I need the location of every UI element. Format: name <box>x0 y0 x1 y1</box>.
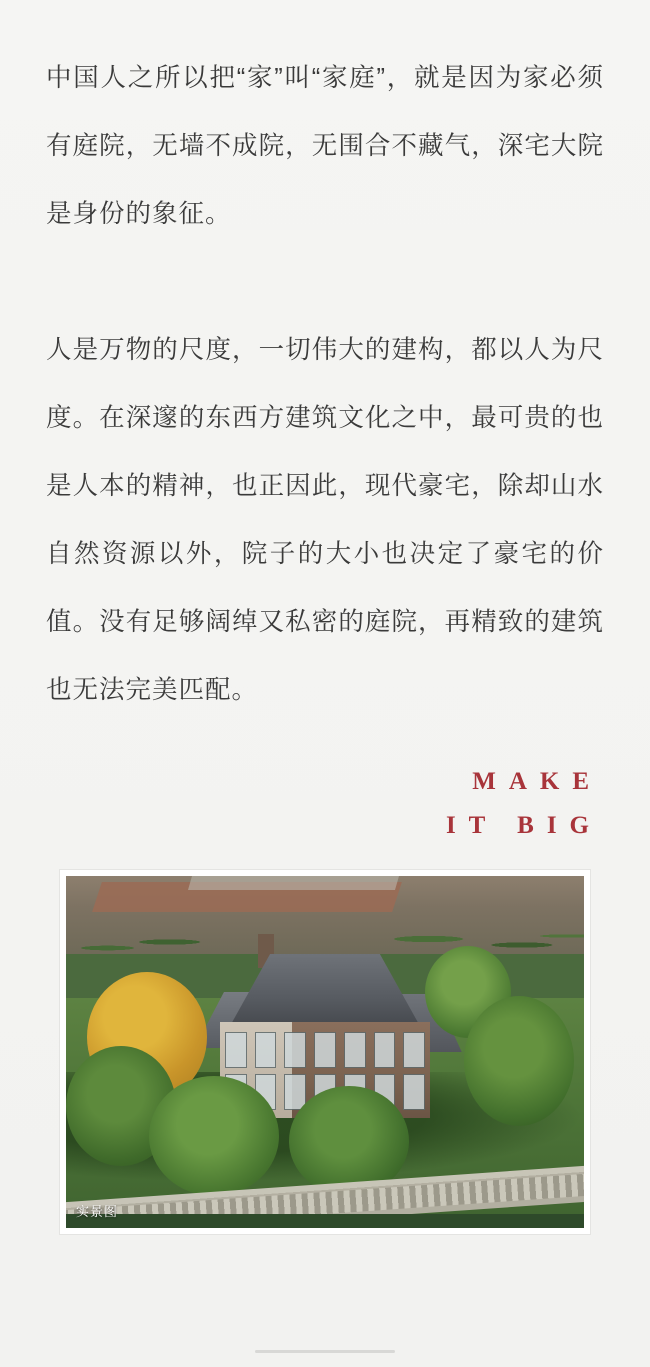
brand-slogan <box>0 760 650 848</box>
photo-tree-right <box>464 996 574 1126</box>
photo-villa-roof-main <box>211 954 440 1028</box>
photo-caption: 实景图 <box>76 1204 119 1219</box>
aerial-villa-photo <box>66 876 584 1228</box>
photo-road-strip-secondary <box>188 876 399 890</box>
paragraph-2: 人是万物的尺度，一切伟大的建构，都以人为尺度。在深邃的东西方建筑文化之中，最可贵的也是人本的精神，也正因此，现代豪宅，除却山水自然资源以外，院子的大小也决定了豪宅的价值。没有足够阔绰又私密的庭院，再精致的建筑也无法完美匹配。 <box>46 336 604 704</box>
photo-tree-center-left <box>149 1076 279 1196</box>
brand-slogan-line-2: IT BIG <box>445 812 602 839</box>
photo-water <box>66 1214 584 1228</box>
brand-slogan-line-1: MAKE <box>472 768 602 795</box>
home-indicator <box>255 1350 395 1353</box>
figure-frame <box>60 870 590 1234</box>
paragraph-1: 中国人之所以把“家”叫“家庭”，就是因为家必须有庭院，无墙不成院，无围合不藏气，深宅大院是身份的象征。 <box>46 64 604 228</box>
